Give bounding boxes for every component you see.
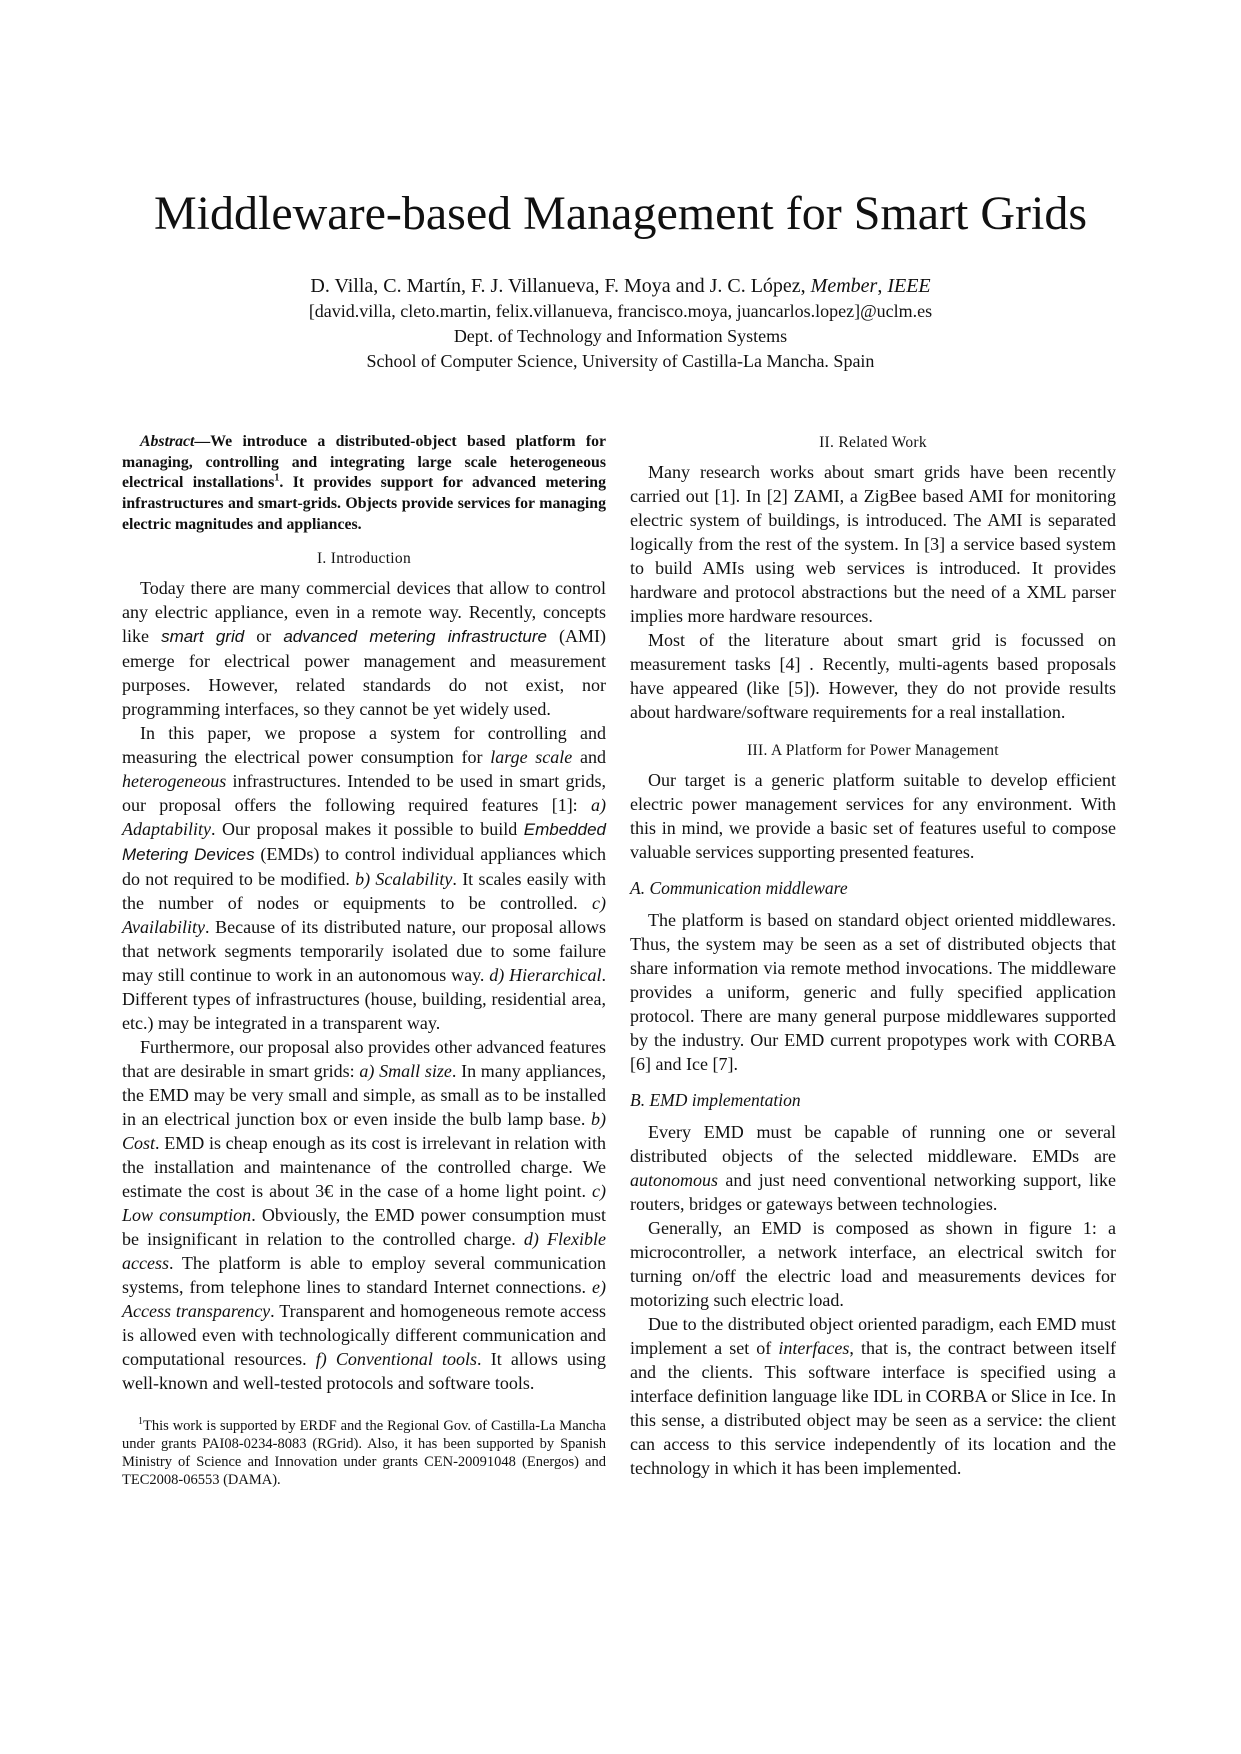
- text-run: . Obviously, the EMD power consumption must be insignificant in relation to the controlled charge.: [122, 1204, 607, 1249]
- term-heterogeneous: heterogeneous: [122, 770, 227, 791]
- term-ami: advanced metering infrastructure: [283, 626, 547, 646]
- text-run: . It allows using well-known and well-tested protocols and software tools.: [122, 1348, 606, 1393]
- text-run: . In many appliances, the EMD may be very small and simple, as small as to be installed in an electrical junction box or even inside the bulb lamp base.: [122, 1060, 607, 1129]
- author-society: IEEE: [887, 275, 931, 297]
- feature-flexible-access: d) Flexible access: [122, 1228, 606, 1273]
- intro-paragraph-3: [122, 1035, 606, 1395]
- feature-availability: c) Availability: [122, 892, 606, 937]
- footnote-mark: 1: [274, 473, 280, 485]
- text-run: , that is, the contract between itself and the clients. This software interface is specified using a interface definition language like IDL in CORBA or Slice in Ice. In this sense, a distributed object may be seen as a service: the client can access to this service independently of its location and the technology in which it has been implemented.: [630, 1338, 1116, 1478]
- footnote-number: 1: [138, 1415, 143, 1427]
- feature-cost: b) Cost: [122, 1108, 606, 1153]
- term-emd: Embedded Metering Devices: [122, 819, 606, 864]
- feature-access-transparency: e) Access transparency: [122, 1276, 606, 1321]
- text-run: Furthermore, our proposal also provides other advanced features that are desirable in smart grids:: [122, 1036, 606, 1081]
- emd-paragraph-2: Generally, an EMD is composed as shown in figure 1: a microcontroller, a network interface, an electrical switch for turning on/off the electric load and measurements devices for motorizing such electric load.: [630, 1218, 1116, 1310]
- term-interfaces: interfaces: [778, 1338, 850, 1358]
- abstract-label: Abstract: [140, 433, 195, 450]
- abstract-text-2: . It provides support for advanced metering infrastructures and smart-grids. Objects provide services for managing electric magnitudes and appliances.: [122, 474, 606, 533]
- text-run: Due to the distributed object oriented paradigm, each EMD must implement a set of: [630, 1314, 1116, 1358]
- text-run: . Different types of infrastructures (house, building, residential area, etc.) may be integrated in a transparent way.: [122, 964, 606, 1033]
- section-heading-platform: III. A Platform for Power Management: [747, 742, 999, 759]
- related-paragraph-1: Many research works about smart grids have been recently carried out [1]. In [2] ZAMI, a ZigBee based AMI for monitoring electric system of buildings, is introduced. The AMI is separated logically from the rest of the system. In [3] a service based system to build AMIs using web services is introduced. It provides hardware and protocol abstractions but the need of a XML parser implies more hardware resources.: [630, 462, 1116, 626]
- term-autonomous: autonomous: [630, 1170, 719, 1190]
- section-heading-introduction: I. Introduction: [316, 549, 412, 567]
- right-column: [630, 432, 1116, 1480]
- text-run: . Our proposal makes it possible to build: [211, 818, 524, 839]
- author-list: D. Villa, C. Martín, F. J. Villanueva, F. Moya and J. C. López, Member, IEEE: [310, 275, 931, 297]
- intro-paragraph-1: [122, 576, 606, 721]
- term-smart-grid: smart grid: [161, 626, 245, 646]
- footnote-text: This work is supported by ERDF and the Regional Gov. of Castilla-La Mancha under grants PAI08-0234-8083 (RGrid). Also, it has been supported by Spanish Ministry of Science and Innovation under grants CEN-20091048 (Energos) and TEC2008-06553 (DAMA).: [122, 1417, 606, 1488]
- text-run: and: [572, 746, 606, 767]
- subsection-heading-emd: B. EMD implementation: [630, 1090, 801, 1110]
- text-run: . The platform is able to employ several communication systems, from telephone lines to standard Internet connections.: [122, 1252, 606, 1297]
- feature-small-size: a) Small size: [359, 1060, 452, 1081]
- text-run: . Because of its distributed nature, our proposal allows that network segments temporarily isolated due to some failure may still continue to work in an autonomous way.: [122, 916, 606, 985]
- author-school: School of Computer Science, University of Castilla-La Mancha. Spain: [366, 351, 875, 371]
- author-role: Member: [810, 275, 878, 297]
- text-run: infrastructures. Intended to be used in smart grids, our proposal offers the following required features [1]:: [122, 770, 606, 815]
- abstract: [122, 432, 606, 536]
- text-run: In this paper, we propose a system for controlling and measuring the electrical power consumption for: [122, 722, 606, 767]
- abstract-text-1: We introduce a distributed-object based platform for managing, controlling and integrating large scale heterogeneous electrical installations: [122, 433, 606, 492]
- text-run: . Transparent and homogeneous remote access is allowed even with technologically different communication and computational resources.: [122, 1300, 606, 1369]
- text-run: (AMI) emerge for electrical power management and measurement purposes. However, related standards do not exist, nor programming interfaces, so they cannot be yet widely used.: [122, 625, 606, 719]
- author-emails: [david.villa, cleto.martin, felix.villanueva, francisco.moya, juancarlos.lopez]@uclm.es: [308, 301, 933, 321]
- subsection-heading-communication: A. Communication middleware: [630, 878, 848, 898]
- intro-paragraph-2: [122, 721, 606, 1035]
- emd-paragraph-3: [630, 1312, 1116, 1480]
- text-run: (EMDs) to control individual appliances which do not required to be modified.: [122, 843, 606, 889]
- emd-paragraph-1: [630, 1120, 1116, 1216]
- footnote: [122, 1417, 606, 1489]
- author-block: [0, 273, 1241, 374]
- abstract-dash: —: [194, 433, 211, 450]
- platform-paragraph-1: Our target is a generic platform suitable to develop efficient electric power management services for any environment. With this in mind, we provide a basic set of features useful to compose valuable services supporting presented features.: [630, 770, 1116, 862]
- author-department: Dept. of Technology and Information Systems: [453, 326, 788, 346]
- text-run: Every EMD must be capable of running one or several distributed objects of the selected middleware. EMDs are: [630, 1122, 1116, 1166]
- text-run: or: [244, 625, 284, 646]
- related-paragraph-2: Most of the literature about smart grid is focussed on measurement tasks [4] . Recently, multi-agents based proposals have appeared (like [5]). However, they do not provide results about hardware/software requirements for a real installation.: [630, 630, 1116, 722]
- text-run: . It scales easily with the number of nodes or equipments to be controlled.: [122, 868, 606, 913]
- feature-hierarchical: d) Hierarchical: [489, 964, 602, 985]
- author-names: D. Villa, C. Martín, F. J. Villanueva, F. Moya and J. C. López,: [310, 275, 811, 297]
- feature-low-consumption: c) Low consumption: [122, 1180, 606, 1225]
- text-run: Today there are many commercial devices that allow to control any electric appliance, even in a remote way. Recently, concepts like: [122, 577, 606, 646]
- text-run: and just need conventional networking support, like routers, bridges or gateways between technologies.: [630, 1170, 1116, 1214]
- section-heading-related-work: II. Related Work: [819, 434, 927, 451]
- feature-adaptability: a) Adaptability: [122, 794, 606, 839]
- comm-paragraph-1: The platform is based on standard object oriented middlewares. Thus, the system may be seen as a set of distributed objects that share information via remote method invocations. The middleware provides a uniform, generic and fully specified application protocol. There are many general purpose middlewares supported by the industry. Our EMD current propotypes work with CORBA [6] and Ice [7].: [630, 910, 1116, 1074]
- feature-conventional-tools: f) Conventional tools: [315, 1348, 478, 1369]
- text-run: . EMD is cheap enough as its cost is irrelevant in relation with the installation and maintenance of the controlled charge. We estimate the cost is about 3€ in the case of a home light point.: [122, 1132, 606, 1201]
- left-column: [122, 432, 606, 1489]
- paper-title: Middleware-based Management for Smart Grids: [153, 187, 1088, 240]
- term-large-scale: large scale: [490, 746, 573, 767]
- feature-scalability: b) Scalability: [355, 868, 453, 889]
